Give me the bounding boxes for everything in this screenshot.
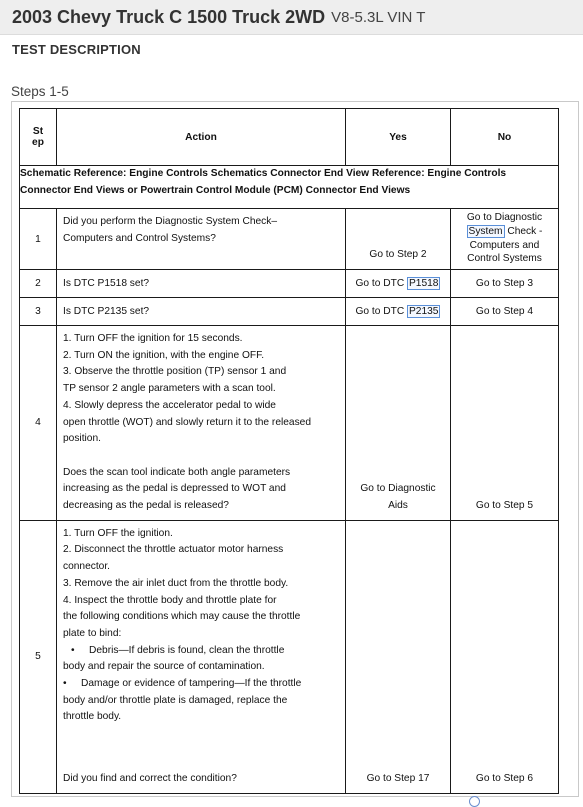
action-cell: Is DTC P2135 set? [57, 298, 346, 326]
table-header-row [20, 109, 559, 166]
vehicle-title: 2003 Chevy Truck C 1500 Truck 2WD [12, 6, 326, 27]
document-image [11, 101, 579, 797]
no-cell: Go to Step 6 [451, 520, 559, 793]
no-column-header: No [451, 109, 559, 166]
action-cell: 1. Turn OFF the ignition. 2. Disconnect the throttle actuator motor harness connector. 3. Remove the air inlet duct from the throttle body. 4. Inspect the throttle body and throttle plate for the following conditions which may cause the throttle plate to bind: • Debris—If debris is found, clean the throttle body and repair the source of contamination. • Damage or evidence of tampering—If the throttle body and/or throttle plate is damaged, replace the throttle body. Did you find and correct the condition? [57, 520, 346, 793]
section-title: TEST DESCRIPTION [12, 42, 141, 57]
step-number: 1 [20, 209, 57, 270]
no-cell: Go to Step 4 [451, 298, 559, 326]
no-cell: Go to Diagnostic System Check - Computers and Control Systems [451, 209, 559, 270]
action-cell: Did you perform the Diagnostic System Check– Computers and Control Systems? [57, 209, 346, 270]
dtc-p2135-link[interactable]: P2135 [409, 306, 439, 317]
bullet-icon: • [71, 644, 75, 656]
step-number: 2 [20, 270, 57, 298]
table-row [20, 326, 559, 521]
no-cell: Go to Step 3 [451, 270, 559, 298]
yes-cell: Go to Step 17 [346, 520, 451, 793]
steps-label: Steps 1-5 [11, 84, 69, 99]
yes-cell: Go to DTC P1518 [346, 270, 451, 298]
action-cell: 1. Turn OFF the ignition for 15 seconds. 2. Turn ON the ignition, with the engine OFF. 3. Observe the throttle position (TP) sensor 1 and TP sensor 2 angle parameters with a scan tool. 4. Slowly depress the accelerator pedal to wide open throttle (WOT) and slowly return it to the released position. Does the scan tool indicate both angle parameters increasing as the pedal is depressed to WOT and decreasing as the pedal is released? [57, 326, 346, 521]
table-row [20, 270, 559, 298]
diagnostic-steps-table [19, 108, 559, 794]
schematic-row [20, 166, 559, 209]
no-cell: Go to Step 5 [451, 326, 559, 521]
page-header [0, 0, 583, 35]
table-row [20, 209, 559, 270]
action-cell: Is DTC P1518 set? [57, 270, 346, 298]
step-column-header: St ep [20, 109, 57, 166]
zoom-icon[interactable] [469, 796, 480, 807]
yes-column-header: Yes [346, 109, 451, 166]
yes-cell: Go to DTC P2135 [346, 298, 451, 326]
yes-cell: Go to Step 2 [346, 209, 451, 270]
step-number: 4 [20, 326, 57, 521]
yes-cell: Go to Diagnostic Aids [346, 326, 451, 521]
bullet-icon: • [63, 678, 67, 690]
engine-subtitle: V8-5.3L VIN T [331, 8, 426, 26]
schematic-reference: Schematic Reference: Engine Controls Schematics Connector End View Reference: Engine Controls Connector End Views or Powertrain Control Module (PCM) Connector End Views [20, 166, 559, 209]
table-row [20, 520, 559, 793]
step-number: 5 [20, 520, 57, 793]
system-check-link[interactable]: System [468, 225, 503, 237]
action-column-header: Action [57, 109, 346, 166]
step-number: 3 [20, 298, 57, 326]
table-row [20, 298, 559, 326]
dtc-p1518-link[interactable]: P1518 [409, 278, 439, 289]
